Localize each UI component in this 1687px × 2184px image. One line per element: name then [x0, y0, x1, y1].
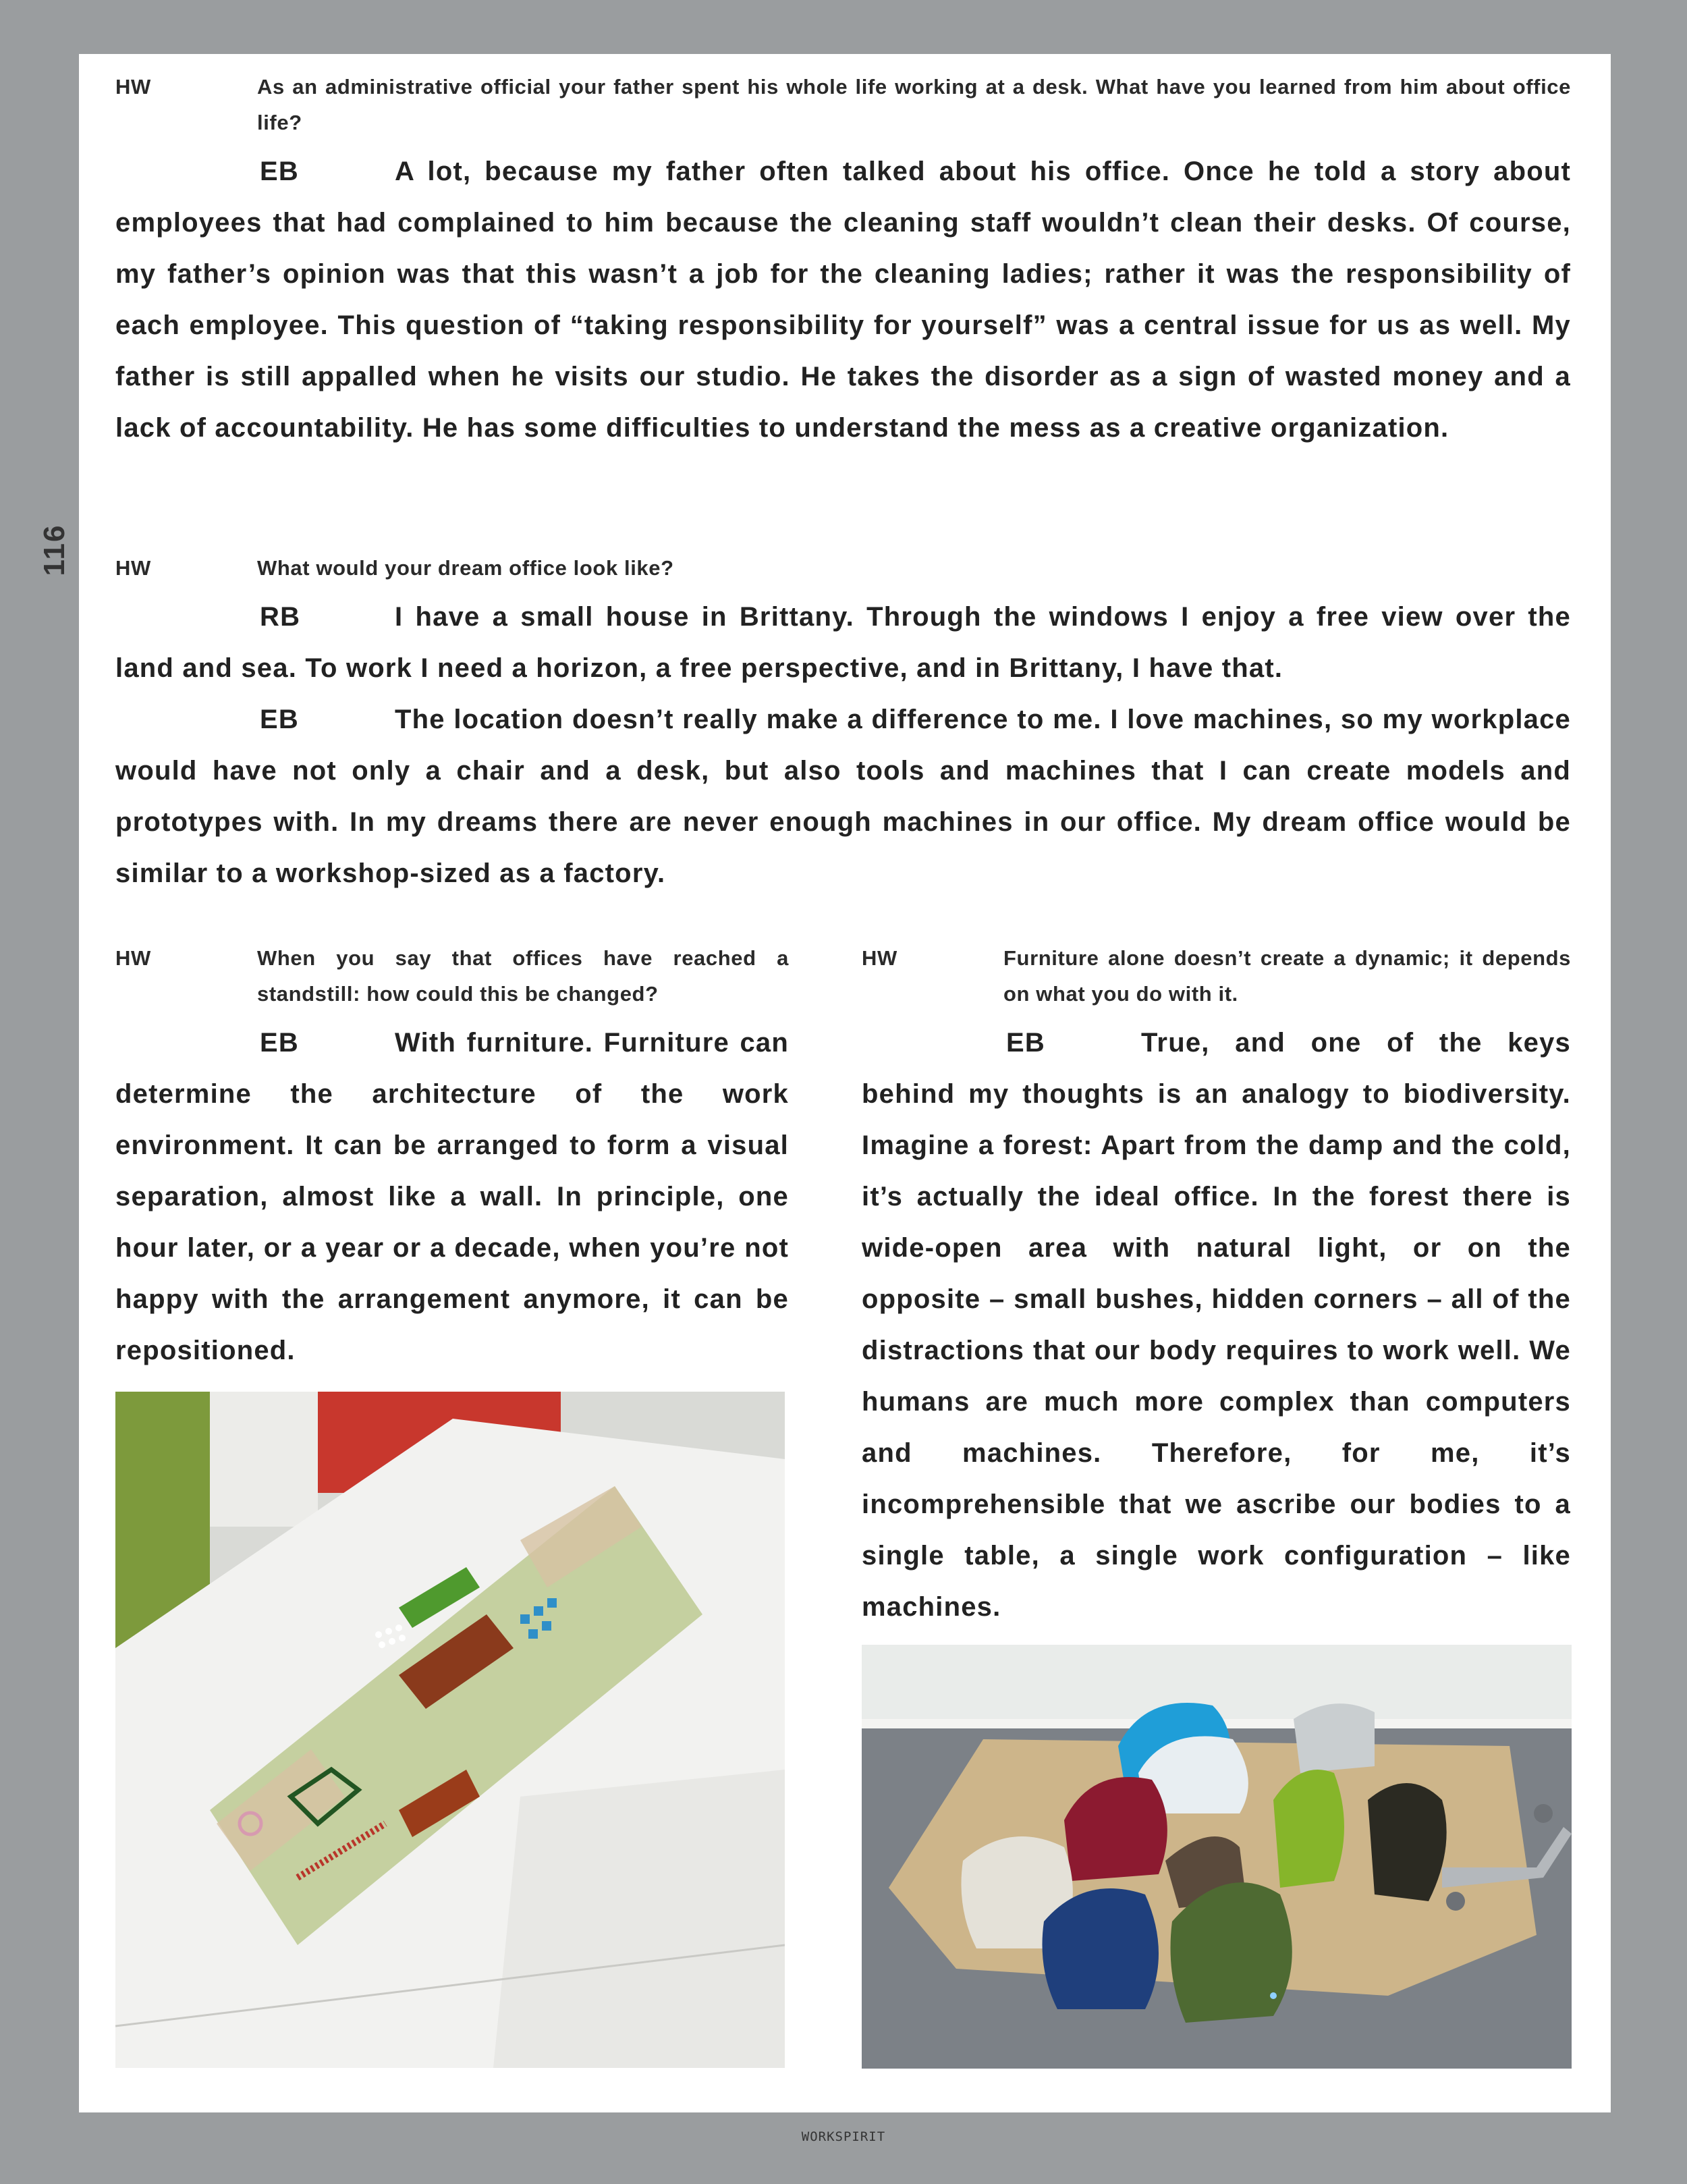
answer-text: True, and one of the keys behind my thoughts is an analogy to biodiversity. Imagine a forest: Apart from the damp and the cold, it’s actually the ideal office. In the forest there is wide-open area with natural light, or on the opposite – small bushes, hidden corners – all of the distractions that our body requires to work well. We humans are much more complex than computers and machines. Therefore, for me, it’s incomprehensible that we ascribe our bodies to a single table, a single work configuration – like machines.: [862, 1028, 1571, 1622]
answer-speaker: EB: [260, 157, 299, 186]
question-3: [115, 940, 789, 1012]
answer-3: [115, 694, 1571, 899]
page-number: 116: [38, 524, 71, 576]
answer-speaker: RB: [260, 602, 301, 632]
answer-5: [862, 1017, 1571, 1633]
answer-speaker: EB: [260, 705, 299, 734]
answer-1: [115, 146, 1571, 454]
interview-section-2: [115, 550, 1571, 899]
question-2: [115, 550, 1571, 586]
question-1: [115, 69, 1571, 140]
footer-workspirit: WORKSPIRIT: [801, 2129, 886, 2144]
photo-floor-plan-model: [115, 1392, 785, 2068]
photo-colorful-seats: [862, 1645, 1572, 2069]
answer-text: I have a small house in Brittany. Through the windows I enjoy a free view over the land and sea. To work I need a horizon, a free perspective, and in Brittany, I have that.: [115, 602, 1571, 683]
question-4: [862, 940, 1571, 1012]
interview-section-1: [115, 69, 1571, 454]
question-speaker: HW: [115, 75, 151, 99]
question-speaker: HW: [862, 946, 897, 970]
answer-text: The location doesn’t really make a difference to me. I love machines, so my workplace would have not only a chair and a desk, but also tools and machines that I can create models and prototypes with. In my dreams there are never enough machines in our office. My dream office would be similar to a workshop-sized as a factory.: [115, 705, 1571, 888]
answer-speaker: EB: [1006, 1028, 1045, 1058]
question-text: As an administrative official your father spent his whole life working at a desk. What have you learned from him about office life?: [257, 75, 1571, 134]
answer-text: A lot, because my father often talked about his office. Once he told a story about employees that had complained to him because the cleaning staff wouldn’t clean their desks. Of course, my father’s opinion was that this wasn’t a job for the cleaning ladies; rather it was the responsibility of each employee. This question of “taking responsibility for yourself” was a central issue for us as well. My father is still appalled when he visits our studio. He takes the disorder as a sign of wasted money and a lack of accountability. He has some difficulties to understand the mess as a creative organization.: [115, 157, 1571, 443]
question-text: Furniture alone doesn’t create a dynamic; it depends on what you do with it.: [1003, 946, 1571, 1006]
question-speaker: HW: [115, 556, 151, 580]
question-text: When you say that offices have reached a standstill: how could this be changed?: [257, 946, 789, 1006]
interview-section-4: [862, 940, 1571, 1633]
question-speaker: HW: [115, 946, 151, 970]
interview-section-3: [115, 940, 789, 1376]
answer-text: With furniture. Furniture can determine the architecture of the work environment. It can be arranged to form a visual separation, almost like a wall. In principle, one hour later, or a year or a decade, when you’re not happy with the arrangement anymore, it can be repositioned.: [115, 1028, 789, 1365]
answer-speaker: EB: [260, 1028, 299, 1058]
answer-2: [115, 591, 1571, 694]
question-text: What would your dream office look like?: [257, 556, 674, 580]
answer-4: [115, 1017, 789, 1376]
